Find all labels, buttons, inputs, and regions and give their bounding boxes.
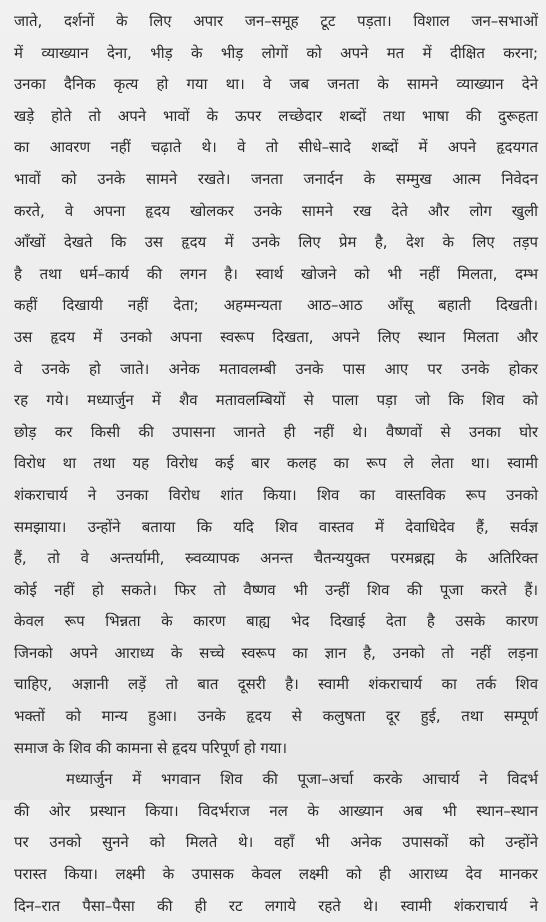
- text-line: रह गये। मध्यार्जुन में शैव मतावलम्बियों से पाला पड़ा जो कि शिव को: [14, 391, 538, 410]
- paragraph-2: [14, 764, 538, 922]
- text-line: उनका दैनिक कृत्य हो गया था। वे जब जनता के सामने व्याख्यान देने: [14, 75, 538, 94]
- text-line: आँखों देखते कि उस हृदय में उनके लिए प्रेम है, देश के लिए तड़प: [14, 233, 538, 252]
- text-line: कोई नहीं हो सकते। फिर तो वैष्णव भी उन्हीं शिव की पूजा करते हैं।: [14, 580, 538, 599]
- text-line: विरोध था तथा यह विरोध कई बार कलह का रूप ले लेता था। स्वामी: [14, 454, 538, 473]
- text-line: की ओर प्रस्थान किया। विदर्भराज नल के आख्यान अब भी स्थान–स्थान: [14, 801, 538, 820]
- text-line: भावों को उनके सामने रखते। जनता जनार्दन के सम्मुख आत्म निवेदन: [14, 169, 538, 188]
- text-line: दिन–रात पैसा–पैसा की ही रट लगाये रहते थे। स्वामी शंकराचार्य ने: [14, 896, 538, 915]
- text-line: केवल रूप भिन्नता के कारण बाह्य भेद दिखाई देता है उसके कारण: [14, 612, 538, 631]
- text-line: समाज के शिव की कामना से हृदय परिपूर्ण हो गया।: [14, 738, 287, 757]
- text-line: जिनको अपने आराध्य के सच्चे स्वरूप का ज्ञान है, उनको तो नहीं लड़ना: [14, 643, 538, 662]
- text-line: मध्यार्जुन में भगवान शिव की पूजा–अर्चा करके आचार्य ने विदर्भ: [66, 770, 538, 789]
- text-line: उस हृदय में उनको अपना स्वरूप दिखता, अपने लिए स्थान मिलता और: [14, 327, 538, 346]
- text-line: भक्तों को मान्य हुआ। उनके हृदय से कलुषता दूर हुई, तथा सम्पूर्ण: [14, 707, 538, 726]
- text-line: में व्याख्यान देना, भीड़ के भीड़ लोगों को अपने मत में दीक्षित करना;: [14, 43, 538, 62]
- text-line: पर उनको सुनने को मिलते थे। वहाँ भी अनेक उपासकों को उन्होंने: [14, 833, 538, 852]
- text-line: परास्त किया। लक्ष्मी के उपासक केवल लक्ष्मी को ही आराध्य देव मानकर: [14, 865, 538, 884]
- paragraph-1: [14, 6, 538, 764]
- text-line: हैं, तो वे अन्तर्यामी, स्र्वव्यापक अनन्त चैतन्ययुक्त परमब्रह्म के अतिरिक्त: [14, 549, 538, 568]
- text-line: वे उनके हो जाते। अनेक मतावलम्बी उनके पास आए पर उनके होकर: [14, 359, 538, 378]
- text-line: का आवरण नहीं चढ़ाते थे। वे तो सीधे–सादे शब्दों में अपने हृदयगत: [14, 138, 538, 157]
- text-line: जाते, दर्शनों के लिए अपार जन–समूह टूट पड़ता। विशाल जन–सभाओं: [14, 12, 538, 30]
- text-line: छोड़ कर किसी की उपासना जानते ही नहीं थे। वैष्णवों से उनका घोर: [14, 422, 538, 441]
- text-line: करते, वे अपना हृदय खोलकर उनके सामने रख देते और लोग खुली: [14, 201, 538, 220]
- text-line: समझाया। उन्होंने बताया कि यदि शिव वास्तव में देवाधिदेव हैं, सर्वज्ञ: [14, 517, 538, 536]
- text-line: है तथा धर्म–कार्य की लगन है। स्वार्थ खोजने को भी नहीं मिलता, दम्भ: [14, 264, 538, 283]
- text-line: चाहिए, अज्ञानी लड़ें तो बात दूसरी है। स्वामी शंकराचार्य का तर्क शिव: [14, 675, 538, 694]
- text-line: शंकराचार्य ने उनका विरोध शांत किया। शिव का वास्तविक रूप उनको: [14, 485, 538, 504]
- text-line: खड़े होते तो अपने भावों के ऊपर लच्छेदार शब्दों तथा भाषा की दुरूहता: [14, 106, 538, 125]
- text-line: कहीं दिखायी नहीं देता; अहम्मन्यता आठ–आठ आँसू बहाती दिखती।: [14, 296, 538, 315]
